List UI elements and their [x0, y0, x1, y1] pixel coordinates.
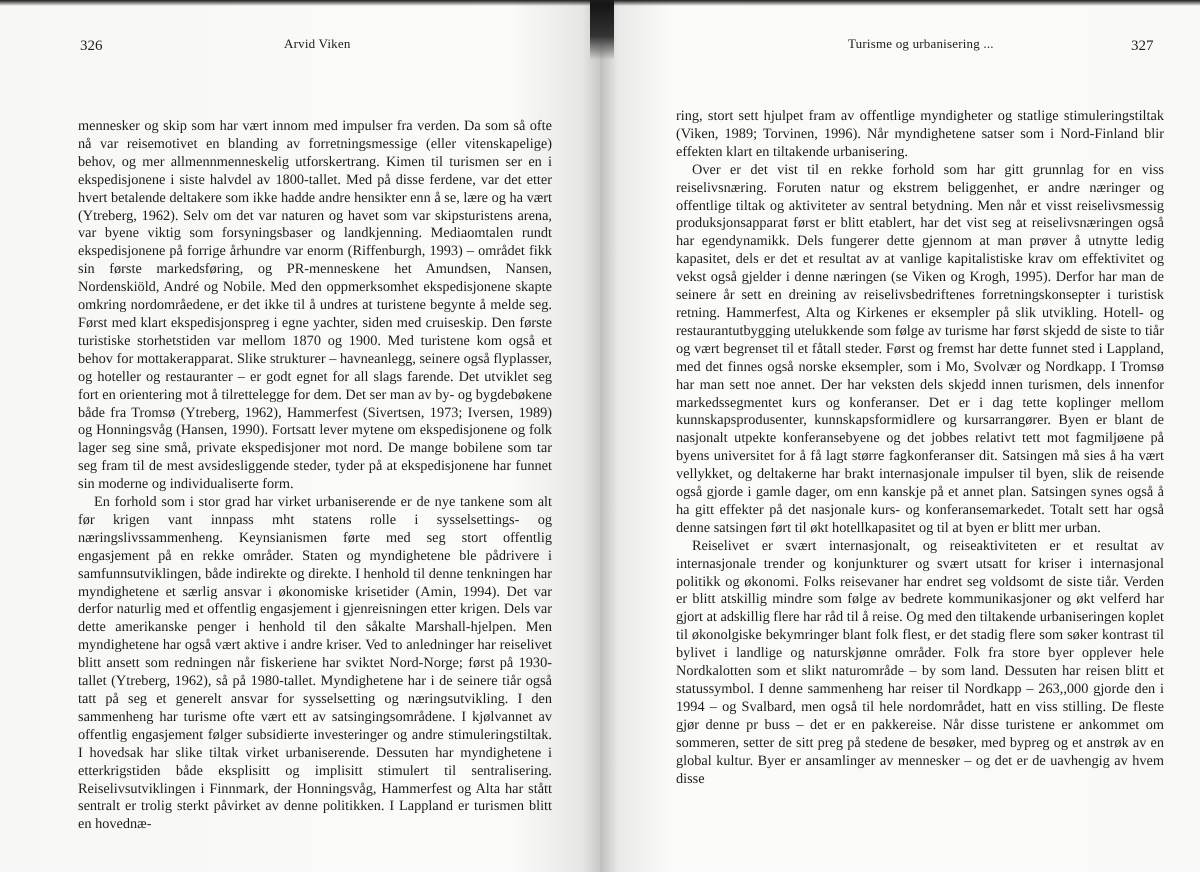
right-page [600, 0, 1200, 872]
right-page-body [676, 108, 1164, 788]
right-paragraph-1: ring, stort sett hjulpet fram av offentlige myndigheter og statlige stimuleringstiltak (Viken, 1989; Torvinen, 1996). Når myndighetene satser som i Nord-Finland blir effekten klart en tiltakende urbanisering. [676, 108, 1164, 160]
left-page-body [78, 118, 552, 834]
left-paragraph-2: En forhold som i stor grad har virket urbaniserende er de nye tankene som alt før krigen vant innpass mht statens rolle i sysselsettings- og næringslivssammenheng. Keynsianismen førte med seg stort offentlig engasjement på en rekke områder. Staten og myndighetene ble pådrivere i samfunnsutviklingen, både indirekte og direkte. I henhold til denne tenkningen har myndighetene et særlig ansvar i økonomiske krisetider (Amin, 1994). Det var derfor naturlig med et offentlig engasjement i gjenreisningen etter krigen. Dels var dette amerikanske penger i henhold til den såkalte Marshall-hjelpen. Men myndighetene har også vært aktive i andre kriser. Ved to anledninger har reiselivet blitt ansett som redningen når fiskeriene har sviktet Nord-Norge; først på 1930-tallet (Ytreberg, 1962), så på 1980-tallet. Myndighetene har i de seinere tiår også tatt på seg et generelt ansvar for sysselsetting og næringsutvikling. I den sammenheng har turisme ofte vært ett av satsingingsområdene. I kjølvannet av offentlig engasjement følger subsidierte investeringer og andre stimuleringstiltak. I hovedsak har slike tiltak virket urbaniserende. Dessuten har myndighetene i etterkrigstiden både eksplisitt og implisitt stimulert til sentralisering. Reiselivsutviklingen i Finnmark, der Honningsvåg, Hammerfest og Alta har stått sentralt er trolig sterkt påvirket av denne politikken. I Lappland er turismen blitt en hovednæ- [78, 494, 552, 833]
right-running-head: Turisme og urbanisering ... [848, 36, 994, 51]
left-paragraph-1: mennesker og skip som har vært innom med impulser fra verden. Da som så ofte nå var reisemotivet en blanding av forretningsmessige (eller vitenskapelige) behov, og mer allmennmenneskelig utforskertrang. Kimen til turismen ser en i ekspedisjonene i siste halvdel av 1800-tallet. Med på disse ferdene, var det etter hvert betalende deltakere som ikke hadde andre hensikter enn å se, lære og ha vært (Ytreberg, 1962). Selv om det var naturen og havet som var skipsturistens arena, var byene viktig som forsyningsbaser og landkjenning. Mediaomtalen rundt ekspedisjonene på forrige århundre var enorm (Riffenburgh, 1993) – området fikk sin første markedsføring, og PR-menneskene het Amundsen, Nansen, Nordenskiöld, André og Nobile. Med den oppmerksomhet ekspedisjonene skapte omkring nordområedene, er det ikke til å undres at turistene begynte å melde seg. Først med klart ekspedisjonspreg i egne yachter, siden med cruiseskip. Den første turistiske storhetstiden var mellom 1870 og 1900. Med turistene kom også et behov for mottakerapparat. Slike strukturer – havneanlegg, seinere også flyplasser, og hoteller og restauranter – er godt egnet for all slags farende. Det utviklet seg fort en orientering mot å tilrettelegge for dem. Det ser man av by- og bygdebøkene både fra Tromsø (Ytreberg, 1962), Hammerfest (Sivertsen, 1973; Iversen, 1989) og Honningsvåg (Hansen, 1990). Fortsatt lever mytene om ekspedisjonene og folk lager seg sine små, private ekspedisjoner mot nord. De mange bobilene som tar seg fram til de mest avsidesliggende steder, tyder på at ekspedisjonene har funnet sin moderne og individualiserte form. [78, 118, 552, 493]
book-gutter-shadow [590, 0, 614, 60]
right-paragraph-2: Over er det vist til en rekke forhold som har gitt grunnlag for en viss reiselivsnæring. Foruten natur og ekstrem beliggenhet, er andre næringer og offentlige tiltak og aktiviteter av sentral betydning. Men når et visst reiselivsmessig produksjonsapparat først er blitt etablert, har det vist seg at reiselivsnæringen også har egendynamikk. Dels fungerer dette gjennom at man prøver å utnytte ledig kapasitet, dels er det et resultat av at vanlige kapitalistiske krav om effektivitet og vekst også gjelder i denne næringen (se Viken og Krogh, 1995). Derfor har man de seinere år sett en dreining av reiselivsbedriftenes forretningskonsepter i turistisk retning. Hammerfest, Alta og Kirkenes er eksempler på slik utvikling. Hotell- og restaurantutbygging utelukkende som følge av turisme har først skjedd de siste to tiår og vært begrenset til et fåtall steder. Først og fremst har dette funnet sted i Lappland, med det finnes også norske eksempler, som i Mo, Svolvær og Nordkapp. I Tromsø har man sett noe annet. Der har veksten dels skjedd innen turismen, dels innenfor markedssegmentet kurs og konferanser. Det er i dag tette koplinger mellom kunnskapsprodusenter, kunnskapsformidlere og kursarrangører. Byen er blant de nasjonalt utpekte konferansebyene og det jobbes relativt tett mot fagmiljøene på byens universitet for å få lagt større fagkonferanser dit. Satsingen må sies å ha vært vellykket, og deltakerne har brakt internasjonale impulser til byen, slik de reisende også gjorde i gamle dager, om enn kanskje på et annet plan. Satsingen synes også å ha gitt effekter på det nasjonale kurs- og konferansemarkedet. Totalt sett har også denne satsingen ført til økt hotellkapasitet og til at byen er blitt mer urban. [676, 161, 1164, 536]
top-edge-shadow [0, 0, 1200, 6]
left-running-head: Arvid Viken [284, 36, 351, 51]
right-page-number: 327 [1131, 38, 1154, 54]
left-page-number: 326 [80, 38, 103, 54]
right-paragraph-3: Reiselivet er svært internasjonalt, og reiseaktiviteten er et resultat av internasjonale trender og konjunkturer og svært utsatt for kriser i internasjonal politikk og økonomi. Folks reisevaner har endret seg voldsomt de siste tiår. Verden er blitt atskillig mindre som følge av bedrete kommunikasjoner og økt velferd har gjort at adskillig flere har råd til å reise. Og med den tiltakende urbaniseringen koplet til økonolgiske bekymringer blant folk flest, er det stadig flere som søker kontrast til bylivet i landlige og naturskjønne områder. Folk fra store byer opplever hele Nordkalotten som et slikt naturområde – by som land. Dessuten har reisen blitt et statussymbol. I denne sammenheng har reiser til Nordkapp – 263,,000 gjorde den i 1994 – og Svalbard, men også til hele nordområdet, hatt en viss stilling. De fleste gjør denne pr buss – det er en pakkereise. Når disse turistene er ankommet om sommeren, setter de sitt preg på stedene de besøker, med bypreg og et anstrøk av en global kultur. Byer er ansamlinger av mennesker – og det er de uavhengig av hvem disse [676, 537, 1164, 787]
